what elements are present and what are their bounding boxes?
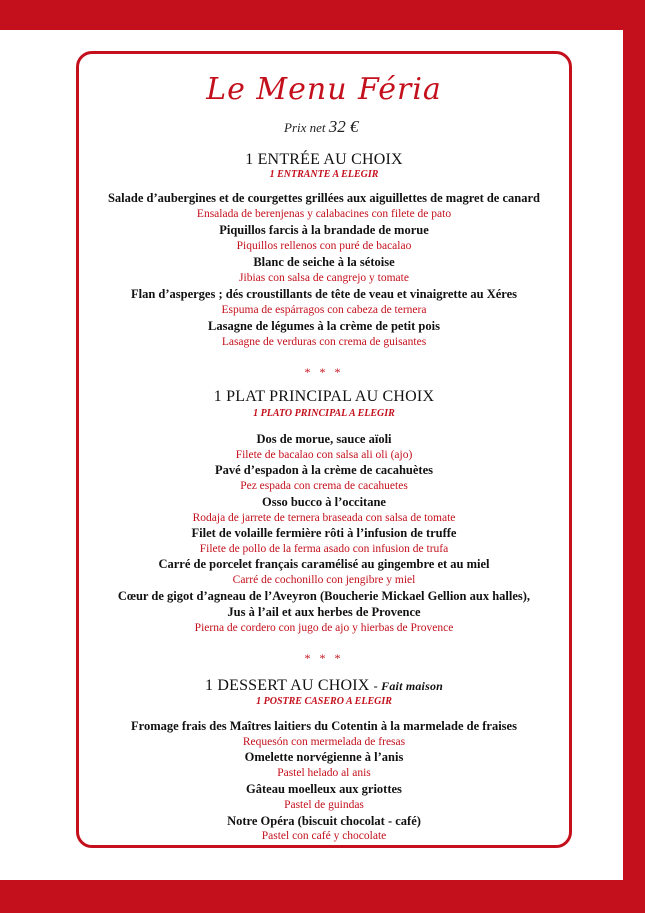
plat-heading: 1 PLAT PRINCIPAL AU CHOIX <box>213 388 435 405</box>
plat-item-fr: Pavé d’espadon à la crème de cacahuètes <box>214 463 434 477</box>
dessert-item-fr: Omelette norvégienne à l’anis <box>244 750 404 764</box>
section-separator: * * * <box>304 651 344 665</box>
entree-item-es: Espuma de espárragos con cabeza de ternera <box>221 304 427 316</box>
entree-subheading: 1 ENTRANTE A ELEGIR <box>269 169 379 180</box>
plat-item-es: Filete de pollo de la ferma asado con infusion de trufa <box>199 543 449 555</box>
entree-item-fr: Lasagne de légumes à la crème de petit pois <box>208 319 440 333</box>
price-value: 32 € <box>328 117 359 136</box>
plat-item-fr: Dos de morue, sauce aïoli <box>256 432 392 446</box>
dessert-item-fr: Gâteau moelleux aux griottes <box>246 782 402 796</box>
plat-item-es: Carré de cochonillo con jengibre y miel <box>232 574 416 586</box>
plat-item-fr: Osso bucco à l’occitane <box>262 495 386 509</box>
plat-item-fr: Cœur de gigot d’agneau de l’Aveyron (Boucherie Mickael Gellion aux halles), <box>117 589 531 603</box>
entree-item-es: Piquillos rellenos con puré de bacalao <box>236 240 412 252</box>
plat-item-es: Filete de bacalao con salsa ali oli (ajo) <box>235 449 413 461</box>
dessert-item-es: Pastel de guindas <box>284 799 364 811</box>
dessert-heading: 1 DESSERT AU CHOIX <box>204 677 370 694</box>
entree-item-fr: Blanc de seiche à la sétoise <box>253 255 395 269</box>
entree-item-es: Lasagne de verduras con crema de guisantes <box>221 336 427 348</box>
entree-item-es: Jibias con salsa de cangrejo y tomate <box>239 272 409 284</box>
dessert-item-es: Pastel con café y chocolate <box>261 830 387 842</box>
plat-item-es: Rodaja de jarrete de ternera braseada con salsa de tomate <box>192 512 456 524</box>
red-border-right <box>623 0 645 913</box>
section-separator: * * * <box>304 365 344 379</box>
entree-item-fr: Salade d’aubergines et de courgettes grillées aux aiguillettes de magret de canard <box>107 191 540 205</box>
plat-item-fr: Filet de volaille fermière rôti à l’infusion de truffe <box>191 526 457 540</box>
dessert-item-es: Pastel helado al anis <box>277 767 371 779</box>
price-line <box>284 117 404 137</box>
entree-item-es: Ensalada de berenjenas y calabacines con filete de pato <box>196 208 452 220</box>
dessert-heading-line <box>76 677 572 695</box>
red-border-bottom <box>0 880 645 913</box>
entree-heading: 1 ENTRÉE AU CHOIX <box>245 151 403 168</box>
plat-item-es: Pez espada con crema de cacahuetes <box>240 480 408 492</box>
dessert-heading-suffix: - Fait maison <box>373 679 444 693</box>
plat-subheading: 1 PLATO PRINCIPAL A ELEGIR <box>253 408 395 419</box>
entree-item-fr: Flan d’asperges ; dés croustillants de tête de veau et vinaigrette au Xéres <box>130 287 518 301</box>
dessert-item-fr: Notre Opéra (biscuit chocolat - café) <box>227 814 421 828</box>
plat-item-fr: Carré de porcelet français caramélisé au gingembre et au miel <box>158 557 490 571</box>
dessert-subheading: 1 POSTRE CASERO A ELEGIR <box>256 696 392 707</box>
menu-title: Le Menu Féria <box>206 72 442 107</box>
entree-item-fr: Piquillos farcis à la brandade de morue <box>219 223 429 237</box>
dessert-item-fr: Fromage frais des Maîtres laitiers du Cotentin à la marmelade de fraises <box>131 719 517 733</box>
price-label: Prix net <box>284 120 326 135</box>
plat-item-es: Pierna de cordero con jugo de ajo y hierbas de Provence <box>194 622 454 634</box>
red-border-top <box>0 0 645 30</box>
plat-item-fr-continued: Jus à l’ail et aux herbes de Provence <box>227 605 421 619</box>
dessert-item-es: Requesón con mermelada de fresas <box>242 736 406 748</box>
